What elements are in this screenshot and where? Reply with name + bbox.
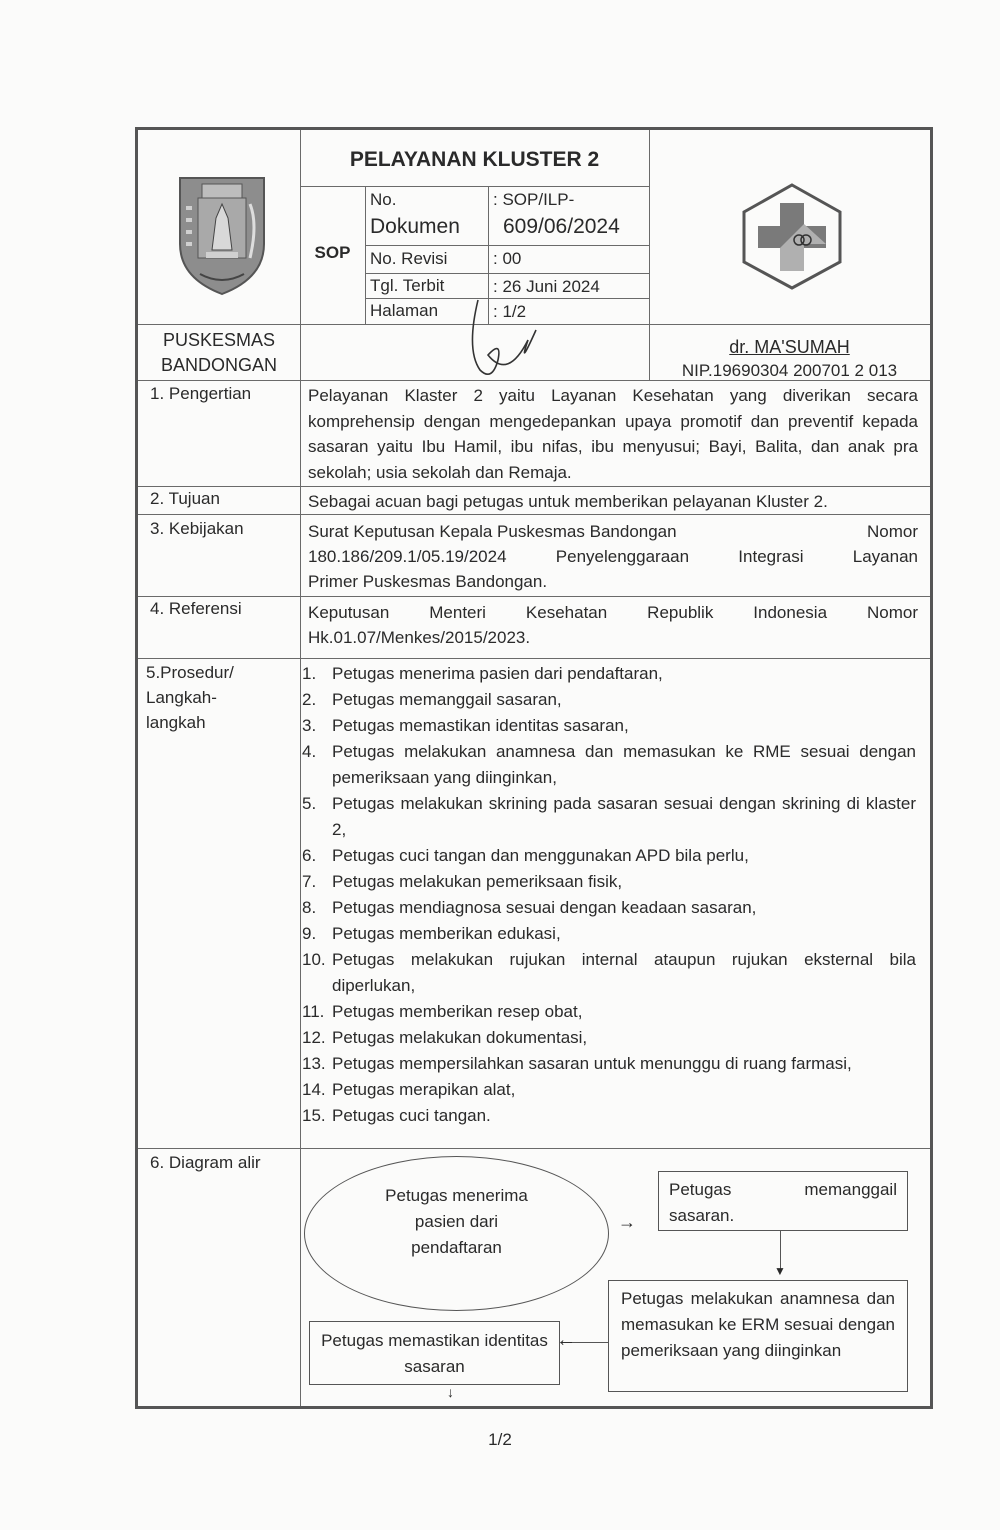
- referensi-line: Keputusan Menteri Kesehatan Republik Indonesia Nomor: [308, 603, 918, 622]
- flow-node-text: Petugas memastikan identitas sasaran: [321, 1331, 548, 1376]
- kebijakan-text: Nomor: [866, 522, 918, 541]
- health-ministry-hexagon-cross-icon: [740, 182, 844, 290]
- step-number: 7.: [302, 872, 317, 891]
- meta-value-issue-date: : 26 Juni 2024: [493, 277, 600, 296]
- step-text: Petugas memberikan edukasi,: [332, 924, 561, 943]
- arrow-down-icon: ▼: [774, 1264, 786, 1278]
- meta-value-doc-no: [493, 188, 620, 242]
- section-label-prosedur: [146, 660, 234, 735]
- grid-line: [300, 186, 649, 187]
- step-text: Petugas melakukan anamnesa dan memasukan ke RME sesuai dengan pemeriksaan yang diinginkan,: [332, 742, 916, 787]
- procedure-steps-list: [302, 661, 916, 1129]
- step-number: 2.: [302, 690, 317, 709]
- procedure-step: [302, 999, 916, 1025]
- meta-label-doc-no: [370, 188, 460, 242]
- grid-line: [138, 658, 930, 659]
- kebijakan-text: Surat Keputusan Kepala Puskesmas Bandongan: [308, 522, 677, 541]
- grid-line: [138, 514, 930, 515]
- step-number: 12.: [302, 1028, 326, 1047]
- sop-document-table: [135, 127, 933, 1409]
- arrow-right-icon: →: [618, 1212, 636, 1232]
- kebijakan-line: [308, 519, 918, 544]
- step-text: Petugas memastikan identitas sasaran,: [332, 716, 629, 735]
- step-number: 3.: [302, 716, 317, 735]
- arrow-left-icon: ←: [556, 1329, 576, 1351]
- page-number: 1/2: [488, 1430, 512, 1449]
- procedure-step: [302, 713, 916, 739]
- procedure-step: [302, 1103, 916, 1129]
- step-text: Petugas melakukan skrining pada sasaran sesuai dengan skrining di klaster 2,: [332, 794, 916, 839]
- procedure-step: [302, 1025, 916, 1051]
- step-number: 6.: [302, 846, 317, 865]
- institution-line: BANDONGAN: [160, 355, 277, 375]
- institution-line: PUSKESMAS: [162, 330, 276, 350]
- procedure-step: [302, 791, 916, 843]
- meta-value-revision: : 00: [493, 249, 522, 268]
- grid-line: [365, 187, 366, 325]
- procedure-step: [302, 739, 916, 791]
- meta-label-revision: No. Revisi: [370, 249, 448, 268]
- signature-mark: [458, 270, 538, 390]
- section-text-pengertian: Pelayanan Klaster 2 yaitu Layanan Kesehatan yang diverikan secara komprehensip dengan mengedepankan upaya promotif dan preventif kepada sasaran yaitu Ibu Hamil, ibu nifas, ibu menyusui; Bayi, Balita, dan anak pra sekolah; usia sekolah dan Remaja.: [308, 386, 918, 482]
- meta-label-line: No.: [370, 190, 397, 209]
- sop-label: SOP: [314, 243, 351, 262]
- institution-name: [138, 328, 300, 378]
- step-text: Petugas mempersilahkan sasaran untuk menunggu di ruang farmasi,: [332, 1054, 852, 1073]
- step-text: Petugas cuci tangan.: [332, 1106, 491, 1125]
- signatory-block: [649, 336, 930, 384]
- step-text: Petugas memberikan resep obat,: [332, 1002, 583, 1021]
- step-text: Petugas memanggail sasaran,: [332, 690, 562, 709]
- grid-line: [300, 130, 301, 1406]
- meta-value-page: : 1/2: [493, 302, 527, 321]
- grid-line: [138, 596, 930, 597]
- step-number: 4.: [302, 742, 317, 761]
- signatory-name: dr. MA'SUMAH: [729, 337, 850, 357]
- prosedur-label-line: 5.Prosedur/: [146, 663, 234, 682]
- grid-line: [138, 486, 930, 487]
- flow-node-anamnesa: [608, 1280, 908, 1392]
- procedure-step: [302, 1051, 916, 1077]
- meta-label-line: Dokumen: [370, 215, 460, 238]
- step-number: 1.: [302, 664, 317, 683]
- meta-value-line: 609/06/2024: [503, 215, 620, 238]
- section-text-tujuan: Sebagai acuan bagi petugas untuk memberikan pelayanan Kluster 2.: [308, 492, 828, 511]
- step-text: Petugas melakukan dokumentasi,: [332, 1028, 588, 1047]
- step-number: 14.: [302, 1080, 326, 1099]
- procedure-step: [302, 1077, 916, 1103]
- flow-node-identity: [309, 1321, 560, 1385]
- procedure-step: [302, 687, 916, 713]
- step-number: 5.: [302, 794, 317, 813]
- step-text: Petugas melakukan rujukan internal ataupun rujukan eksternal bila diperlukan,: [332, 950, 916, 995]
- meta-label-issue-date: Tgl. Terbit: [370, 276, 445, 295]
- procedure-step: [302, 843, 916, 869]
- section-text-kebijakan: [308, 519, 918, 594]
- flow-node-text: Petugas menerima pasien dari pendaftaran: [385, 1186, 528, 1257]
- kebijakan-line: Primer Puskesmas Bandongan.: [308, 572, 548, 591]
- step-text: Petugas merapikan alat,: [332, 1080, 516, 1099]
- step-text: Petugas cuci tangan dan menggunakan APD bila perlu,: [332, 846, 749, 865]
- prosedur-label-line: Langkah-: [146, 688, 217, 707]
- kebijakan-line: 180.186/209.1/05.19/2024 Penyelenggaraan Integrasi Layanan: [308, 547, 918, 566]
- step-text: Petugas melakukan pemeriksaan fisik,: [332, 872, 623, 891]
- document-title: PELAYANAN KLUSTER 2: [349, 148, 600, 171]
- step-number: 10.: [302, 950, 326, 969]
- step-text: Petugas menerima pasien dari pendaftaran,: [332, 664, 663, 683]
- flow-node-start: [304, 1156, 609, 1311]
- arrow-down-icon: ↓: [447, 1384, 454, 1400]
- step-number: 11.: [302, 1002, 325, 1021]
- procedure-step: [302, 895, 916, 921]
- flow-node-text: Petugas memanggail sasaran.: [669, 1180, 897, 1225]
- procedure-step: [302, 921, 916, 947]
- step-number: 9.: [302, 924, 317, 943]
- grid-line: [365, 245, 649, 246]
- grid-line: [138, 1148, 930, 1149]
- flow-node-text: Petugas melakukan anamnesa dan memasukan ke ERM sesuai dengan pemeriksaan yang diinginkan: [621, 1289, 895, 1360]
- section-label-diagram: 6. Diagram alir: [150, 1153, 261, 1172]
- flow-node-call: [658, 1171, 908, 1231]
- procedure-step: [302, 869, 916, 895]
- signatory-nip: NIP.19690304 200701 2 013: [681, 361, 898, 380]
- section-label-tujuan: 2. Tujuan: [150, 489, 220, 508]
- section-label-kebijakan: 3. Kebijakan: [150, 519, 244, 538]
- section-label-referensi: 4. Referensi: [150, 599, 242, 618]
- procedure-step: [302, 947, 916, 999]
- step-text: Petugas mendiagnosa sesuai dengan keadaan sasaran,: [332, 898, 757, 917]
- step-number: 13.: [302, 1054, 326, 1073]
- step-number: 15.: [302, 1106, 326, 1125]
- prosedur-label-line: langkah: [146, 713, 206, 732]
- section-label-pengertian: 1. Pengertian: [150, 384, 252, 403]
- meta-label-page: Halaman: [370, 301, 439, 320]
- procedure-step: [302, 661, 916, 687]
- step-number: 8.: [302, 898, 317, 917]
- section-text-referensi: [308, 600, 918, 650]
- regency-coat-of-arms-icon: [176, 174, 268, 296]
- referensi-line: Hk.01.07/Menkes/2015/2023.: [308, 628, 531, 647]
- meta-value-line: : SOP/ILP-: [493, 190, 575, 209]
